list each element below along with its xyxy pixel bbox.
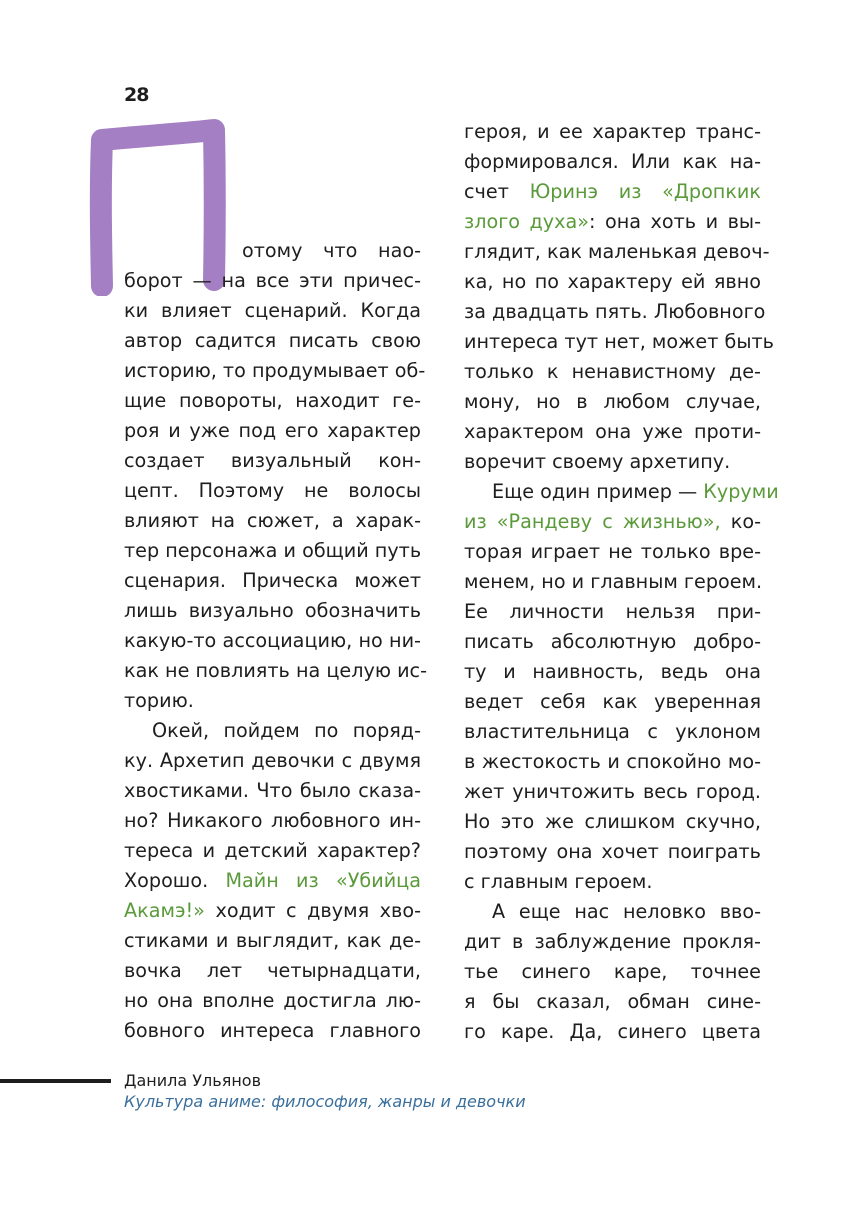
text-segment: : она хоть и вы- <box>589 210 761 233</box>
text-line <box>464 687 761 717</box>
text-line <box>124 596 421 626</box>
text-segment: А еще нас неловко вво- <box>492 900 761 923</box>
text-line <box>464 357 761 387</box>
text-line <box>464 207 761 237</box>
text-line <box>464 837 761 867</box>
text-segment: Окей, пойдем по поряд- <box>152 719 421 742</box>
text-segment: ведет себя как уверенная <box>464 690 761 713</box>
text-segment: бовного интереса главного <box>124 1019 421 1042</box>
text-segment: дит в заблуждение прокля- <box>464 930 761 953</box>
footer-rule <box>0 1079 111 1083</box>
text-line <box>464 297 766 327</box>
page-number: 28 <box>124 84 149 106</box>
text-line <box>464 567 761 597</box>
text-segment: сценария. Прическа может <box>124 569 421 592</box>
text-line <box>152 716 421 746</box>
text-segment: торию. <box>124 689 194 712</box>
text-segment: Но это же слишком скучно, <box>464 810 761 833</box>
text-segment: интереса тут нет, может быть <box>464 330 774 353</box>
title-highlight: Юринэ из «Дропкик <box>529 180 761 203</box>
text-line <box>464 267 761 297</box>
text-segment: властительница с уклоном <box>464 720 761 743</box>
text-line <box>492 897 761 927</box>
text-line <box>464 717 761 747</box>
text-line <box>124 896 421 926</box>
text-line <box>124 656 428 686</box>
text-line <box>492 477 779 507</box>
text-segment: поэтому она хочет поиграть <box>464 840 761 863</box>
text-segment: щие повороты, находит ге- <box>124 389 421 412</box>
text-line <box>464 597 761 627</box>
text-segment: ка, но по характеру ей явно <box>464 270 761 293</box>
title-highlight: злого духа» <box>464 210 590 233</box>
title-highlight: Куруми <box>703 480 779 503</box>
text-segment: борот — на все эти причес- <box>124 269 421 292</box>
text-segment: мону, но в любом случае, <box>464 390 761 413</box>
text-line <box>124 956 421 986</box>
text-line <box>124 686 421 716</box>
text-segment: вочка лет четырнадцати, <box>124 959 421 982</box>
text-line <box>124 776 421 806</box>
text-line <box>124 746 421 776</box>
text-segment: я бы сказал, обман сине- <box>464 990 761 1013</box>
text-line <box>464 387 761 417</box>
text-segment: тер персонажа и общий путь <box>124 539 422 562</box>
text-segment: хвостиками. Что было сказа- <box>124 779 421 802</box>
text-segment: влияют на сюжет, а харак- <box>124 509 421 532</box>
text-segment: какую-то ассоциацию, но ни- <box>124 629 421 652</box>
text-segment: ку. Архетип девочки с двумя <box>124 749 421 772</box>
text-segment: но она вполне достигла лю- <box>124 989 421 1012</box>
text-segment: только к ненавистному де- <box>464 360 761 383</box>
text-segment: ки влияет сценарий. Когда <box>124 299 421 322</box>
text-line <box>242 236 421 266</box>
text-line <box>124 266 421 296</box>
text-segment: менем, но и главным героем. <box>464 570 763 593</box>
text-segment: воречит своему архетипу. <box>464 450 731 473</box>
text-line <box>464 417 761 447</box>
text-segment: глядит, как маленькая девоч- <box>464 240 770 263</box>
text-line <box>124 446 421 476</box>
text-segment: историю, то продумывает об- <box>124 359 426 382</box>
text-line <box>464 867 761 897</box>
text-line <box>464 747 761 777</box>
text-line <box>464 1017 761 1047</box>
title-highlight: из «Рандеву с жизнью», <box>464 510 721 533</box>
text-segment: тереса и детский характер? <box>124 839 421 862</box>
text-segment: но? Никакого любовного ин- <box>124 809 421 832</box>
text-line <box>124 806 421 836</box>
text-segment: формировался. Или как на- <box>464 150 761 173</box>
text-line <box>124 926 421 956</box>
text-segment: героя, и ее характер транс- <box>464 120 761 143</box>
text-segment: отому что нао- <box>242 239 421 262</box>
text-line <box>124 626 421 656</box>
text-line <box>464 927 761 957</box>
text-segment: характером она уже проти- <box>464 420 761 443</box>
text-line <box>124 356 426 386</box>
text-segment: жет уничтожить весь город. <box>464 780 761 803</box>
text-line <box>124 386 421 416</box>
title-highlight: Акамэ!» <box>124 899 205 922</box>
text-segment: Хорошо. <box>124 869 226 892</box>
text-line <box>464 147 761 177</box>
title-highlight: Майн из «Убийца <box>225 869 421 892</box>
text-line <box>464 447 761 477</box>
text-line <box>464 657 761 687</box>
text-line <box>464 117 761 147</box>
text-segment: ту и наивность, ведь она <box>464 660 761 683</box>
text-line <box>124 566 421 596</box>
text-segment: за двадцать пять. Любовного <box>464 300 766 323</box>
text-line <box>124 296 421 326</box>
text-segment: с главным героем. <box>464 870 653 893</box>
text-line <box>124 326 421 356</box>
text-segment: писать абсолютную добро- <box>464 630 761 653</box>
text-line <box>464 627 761 657</box>
text-segment: лишь визуально обозначить <box>124 599 421 622</box>
text-line <box>124 986 421 1016</box>
text-segment: Ее личности нельзя при- <box>464 600 761 623</box>
footer-author: Данила Ульянов <box>124 1071 261 1090</box>
text-segment: цепт. Поэтому не волосы <box>124 479 421 502</box>
text-line <box>124 536 421 566</box>
text-line <box>124 866 421 896</box>
text-line <box>464 327 774 357</box>
text-segment: как не повлиять на целую ис- <box>124 659 428 682</box>
text-line <box>124 416 421 446</box>
text-segment: в жестокость и спокойно мо- <box>464 750 761 773</box>
text-segment: ко- <box>720 510 761 533</box>
text-segment: счет <box>464 180 530 203</box>
text-line <box>124 1016 421 1046</box>
text-line <box>464 807 761 837</box>
text-line <box>464 507 761 537</box>
text-segment: Еще один пример — <box>492 480 704 503</box>
text-line <box>464 957 761 987</box>
dropcap-stroke <box>101 130 215 286</box>
text-line <box>124 836 421 866</box>
text-segment: роя и уже под его характер <box>124 419 421 442</box>
text-line <box>464 537 761 567</box>
text-segment: тье синего каре, точнее <box>464 960 761 983</box>
text-line <box>464 777 761 807</box>
text-line <box>464 987 761 1017</box>
text-segment: го каре. Да, синего цвета <box>464 1020 761 1043</box>
footer-book-title: Культура аниме: философия, жанры и девочки <box>124 1092 526 1111</box>
text-segment: автор садится писать свою <box>124 329 421 352</box>
text-segment: ходит с двумя хво- <box>204 899 421 922</box>
text-line <box>464 237 770 267</box>
text-segment: создает визуальный кон- <box>124 449 421 472</box>
text-segment: стиками и выглядит, как де- <box>124 929 421 952</box>
text-line <box>124 506 421 536</box>
text-line <box>464 177 761 207</box>
text-line <box>124 476 421 506</box>
text-segment: торая играет не только вре- <box>464 540 761 563</box>
